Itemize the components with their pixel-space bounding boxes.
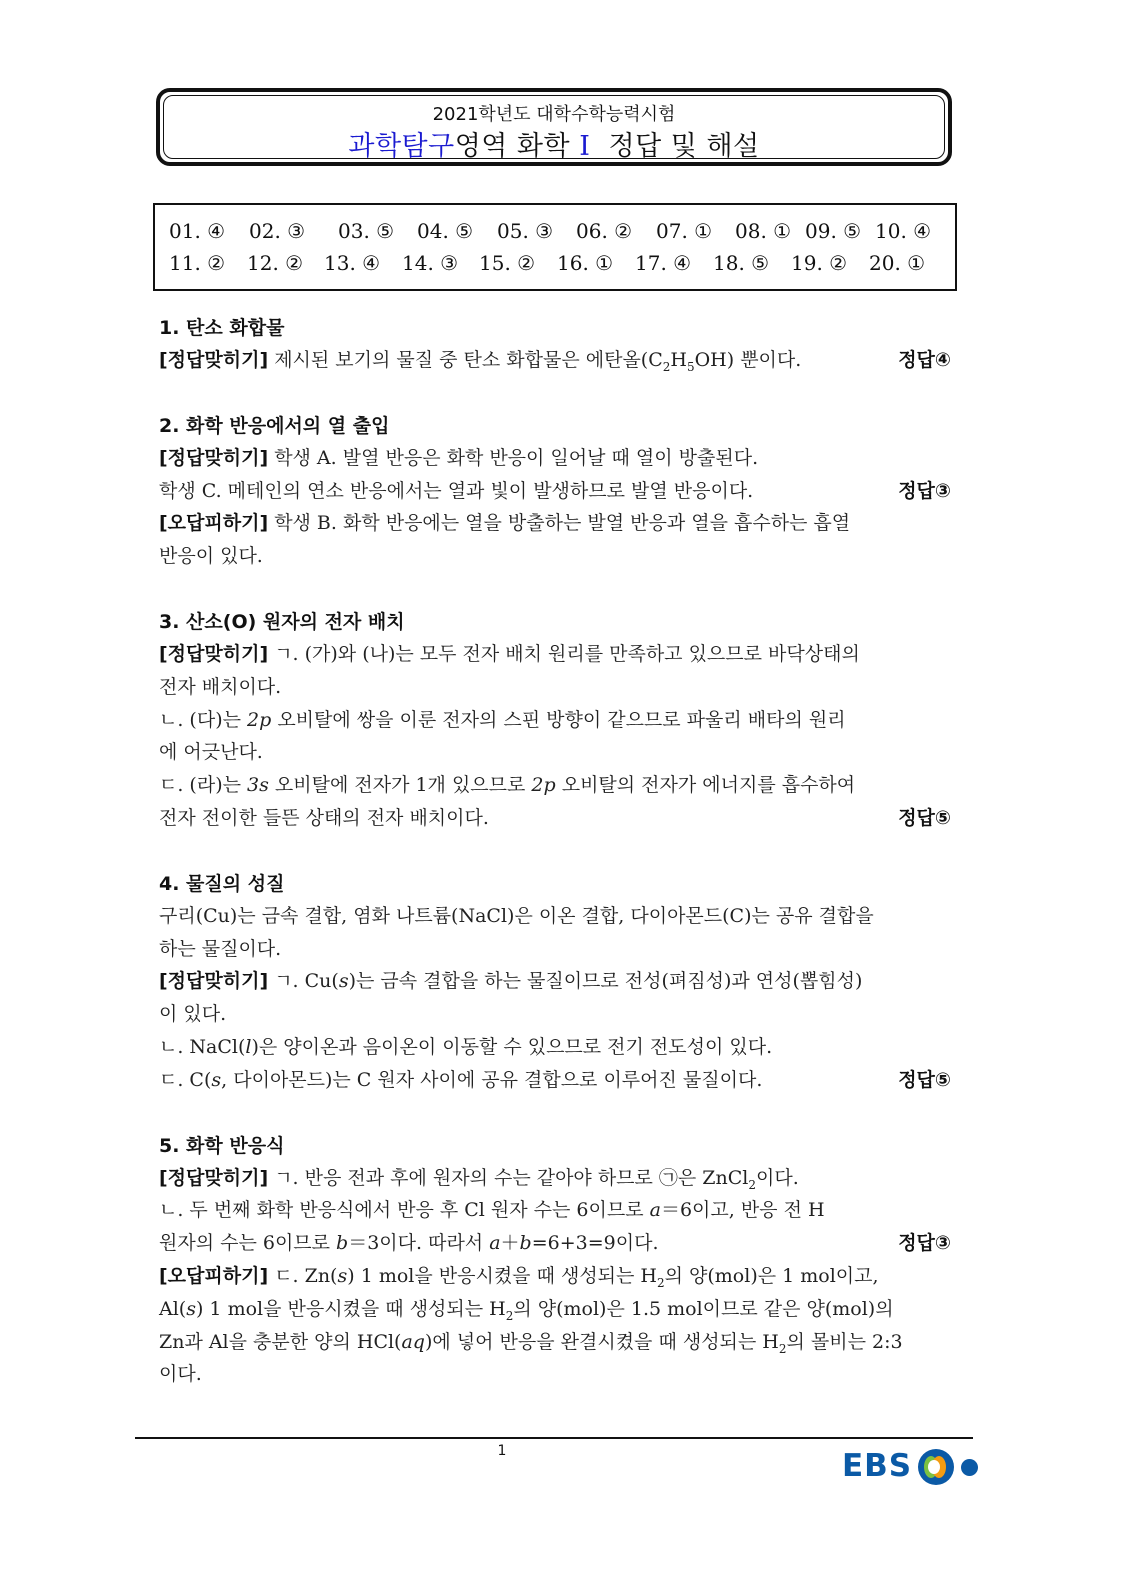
subject-roman: Ⅰ	[579, 131, 591, 162]
q4-line: 하는 물질이다.	[159, 937, 282, 960]
q3-line: 전자 배치이다.	[159, 675, 282, 698]
answer-item: 10. ④	[875, 219, 932, 243]
correct-tag: [정답맞히기]	[159, 1166, 269, 1189]
q3-line: ㄷ. (라)는 3s 오비탈에 전자가 1개 있으므로 2p 오비탈의 전자가 에너지를 흡수하여	[159, 774, 856, 797]
answer-item: 09. ⑤	[805, 219, 862, 243]
q3-line: [정답맞히기] ㄱ. (가)와 (나)는 모두 전자 배치 원리를 만족하고 있으므로 바닥상태의	[159, 642, 860, 665]
wrong-tag: [오답피하기]	[159, 512, 269, 535]
subject-accent: 과학탐구	[348, 131, 455, 162]
subject-end: 정답 및 해설	[608, 131, 760, 162]
subject-title	[160, 124, 948, 163]
page-number: 1	[497, 1443, 507, 1459]
q4-line: [정답맞히기] ㄱ. Cu(s)는 금속 결합을 하는 물질이므로 전성(펴짐성)과 연성(뽑힘성)	[159, 970, 863, 993]
correct-tag: [정답맞히기]	[159, 446, 269, 469]
q2-line: 학생 C. 메테인의 연소 반응에서는 열과 빛이 발생하므로 발열 반응이다. 정답③	[159, 475, 951, 508]
wrong-tag: [오답피하기]	[159, 1264, 269, 1287]
q5-line: 원자의 수는 6이므로 b＝3이다. 따라서 a＋b=6+3=9이다. 정답③	[159, 1227, 951, 1260]
answer-item: 02. ③	[249, 219, 306, 243]
ebs-logo-mark-icon	[918, 1449, 954, 1485]
q5-line: [정답맞히기] ㄱ. 반응 전과 후에 원자의 수는 같아야 하므로 ㉠은 ZnCl$_2$이다.	[159, 1166, 799, 1192]
q5-line: Al(s) 1 mol을 반응시켰을 때 생성되는 $H_2$의 양(mol)은 1.5 mol이므로 같은 양(mol)의	[159, 1297, 894, 1323]
q3-answer: 정답⑤	[898, 806, 951, 829]
answer-item: 13. ④	[324, 251, 381, 275]
answer-item: 06. ②	[576, 219, 633, 243]
question-4-title: 4. 물질의 성질	[159, 872, 285, 895]
answer-key-box	[153, 203, 957, 291]
question-1-title: 1. 탄소 화합물	[159, 317, 285, 339]
answer-item: 18. ⑤	[713, 251, 770, 275]
q5-line: ㄴ. 두 번째 화학 반응식에서 반응 후 Cl 원자 수는 6이므로 a＝6이고, 반응 전 H	[159, 1199, 825, 1222]
answer-item: 11. ②	[169, 251, 226, 275]
ebs-logo-dot-icon	[961, 1459, 978, 1476]
answer-item: 05. ③	[497, 219, 554, 243]
explanations	[159, 312, 951, 1391]
question-5-title: 5. 화학 반응식	[159, 1134, 285, 1157]
q1-line: [정답맞히기] 제시된 보기의 물질 중 탄소 화합물은 에탄올$(C_2H_5OH)$ 뿐이다. 정답④	[159, 344, 951, 377]
q2-answer: 정답③	[898, 479, 951, 502]
ebs-logo-text: EBS	[842, 1448, 913, 1484]
q4-line: 구리(Cu)는 금속 결합, 염화 나트륨(NaCl)은 이온 결합, 다이아몬드(C)는 공유 결합을	[159, 904, 874, 927]
q5-answer: 정답③	[898, 1232, 951, 1255]
q5-line: Zn과 Al을 충분한 양의 HCl(aq)에 넣어 반응을 완결시켰을 때 생성되는 $H_2$의 몰비는 2:3	[159, 1330, 903, 1356]
answer-item: 12. ②	[247, 251, 304, 275]
q4-answer: 정답⑤	[898, 1068, 951, 1091]
q4-line: ㄷ. C(s, 다이아몬드)는 C 원자 사이에 공유 결합으로 이루어진 물질이다. 정답⑤	[159, 1064, 951, 1097]
q4-line: ㄴ. NaCl(l)은 양이온과 음이온이 이동할 수 있으므로 전기 전도성이 있다.	[159, 1035, 773, 1058]
q2-line: 반응이 있다.	[159, 545, 263, 568]
answer-item: 03. ⑤	[338, 219, 395, 243]
answer-item: 19. ②	[791, 251, 848, 275]
q5-line: [오답피하기] ㄷ. Zn(s) 1 mol을 반응시켰을 때 생성되는 $H_2$의 양(mol)은 1 mol이고,	[159, 1264, 879, 1290]
ebs-logo	[842, 1448, 982, 1486]
correct-tag: [정답맞히기]	[159, 642, 269, 665]
question-2-title: 2. 화학 반응에서의 열 출입	[159, 414, 390, 437]
q2-line: [오답피하기] 학생 B. 화학 반응에는 열을 방출하는 발열 반응과 열을 흡수하는 흡열	[159, 512, 851, 535]
answer-item: 01. ④	[169, 219, 226, 243]
correct-tag: [정답맞히기]	[159, 970, 269, 993]
q3-line: 전자 전이한 들뜬 상태의 전자 배치이다. 정답⑤	[159, 802, 951, 835]
q4-line: 이 있다.	[159, 1003, 227, 1026]
answer-item: 20. ①	[869, 251, 926, 275]
answer-item: 07. ①	[656, 219, 713, 243]
subject-rest: 영역 화학	[454, 131, 571, 162]
q1-answer: 정답④	[898, 349, 951, 371]
exam-year-title: 2021학년도 대학수학능력시험	[432, 104, 676, 125]
correct-tag: [정답맞히기]	[159, 349, 269, 371]
answer-item: 04. ⑤	[417, 219, 474, 243]
answer-item: 16. ①	[557, 251, 614, 275]
answer-item: 14. ③	[402, 251, 459, 275]
q3-line: 에 어긋난다.	[159, 741, 263, 764]
q3-line: ㄴ. (다)는 2p 오비탈에 쌍을 이룬 전자의 스핀 방향이 같으므로 파울리 배타의 원리	[159, 708, 846, 731]
q2-line: [정답맞히기] 학생 A. 발열 반응은 화학 반응이 일어날 때 열이 방출된다.	[159, 446, 759, 469]
q5-line: 이다.	[159, 1363, 202, 1386]
title-box	[156, 88, 952, 166]
question-3-title: 3. 산소(O) 원자의 전자 배치	[159, 610, 405, 633]
answer-item: 08. ①	[735, 219, 792, 243]
answer-item: 15. ②	[479, 251, 536, 275]
footer-divider	[135, 1437, 973, 1439]
answer-item: 17. ④	[635, 251, 692, 275]
